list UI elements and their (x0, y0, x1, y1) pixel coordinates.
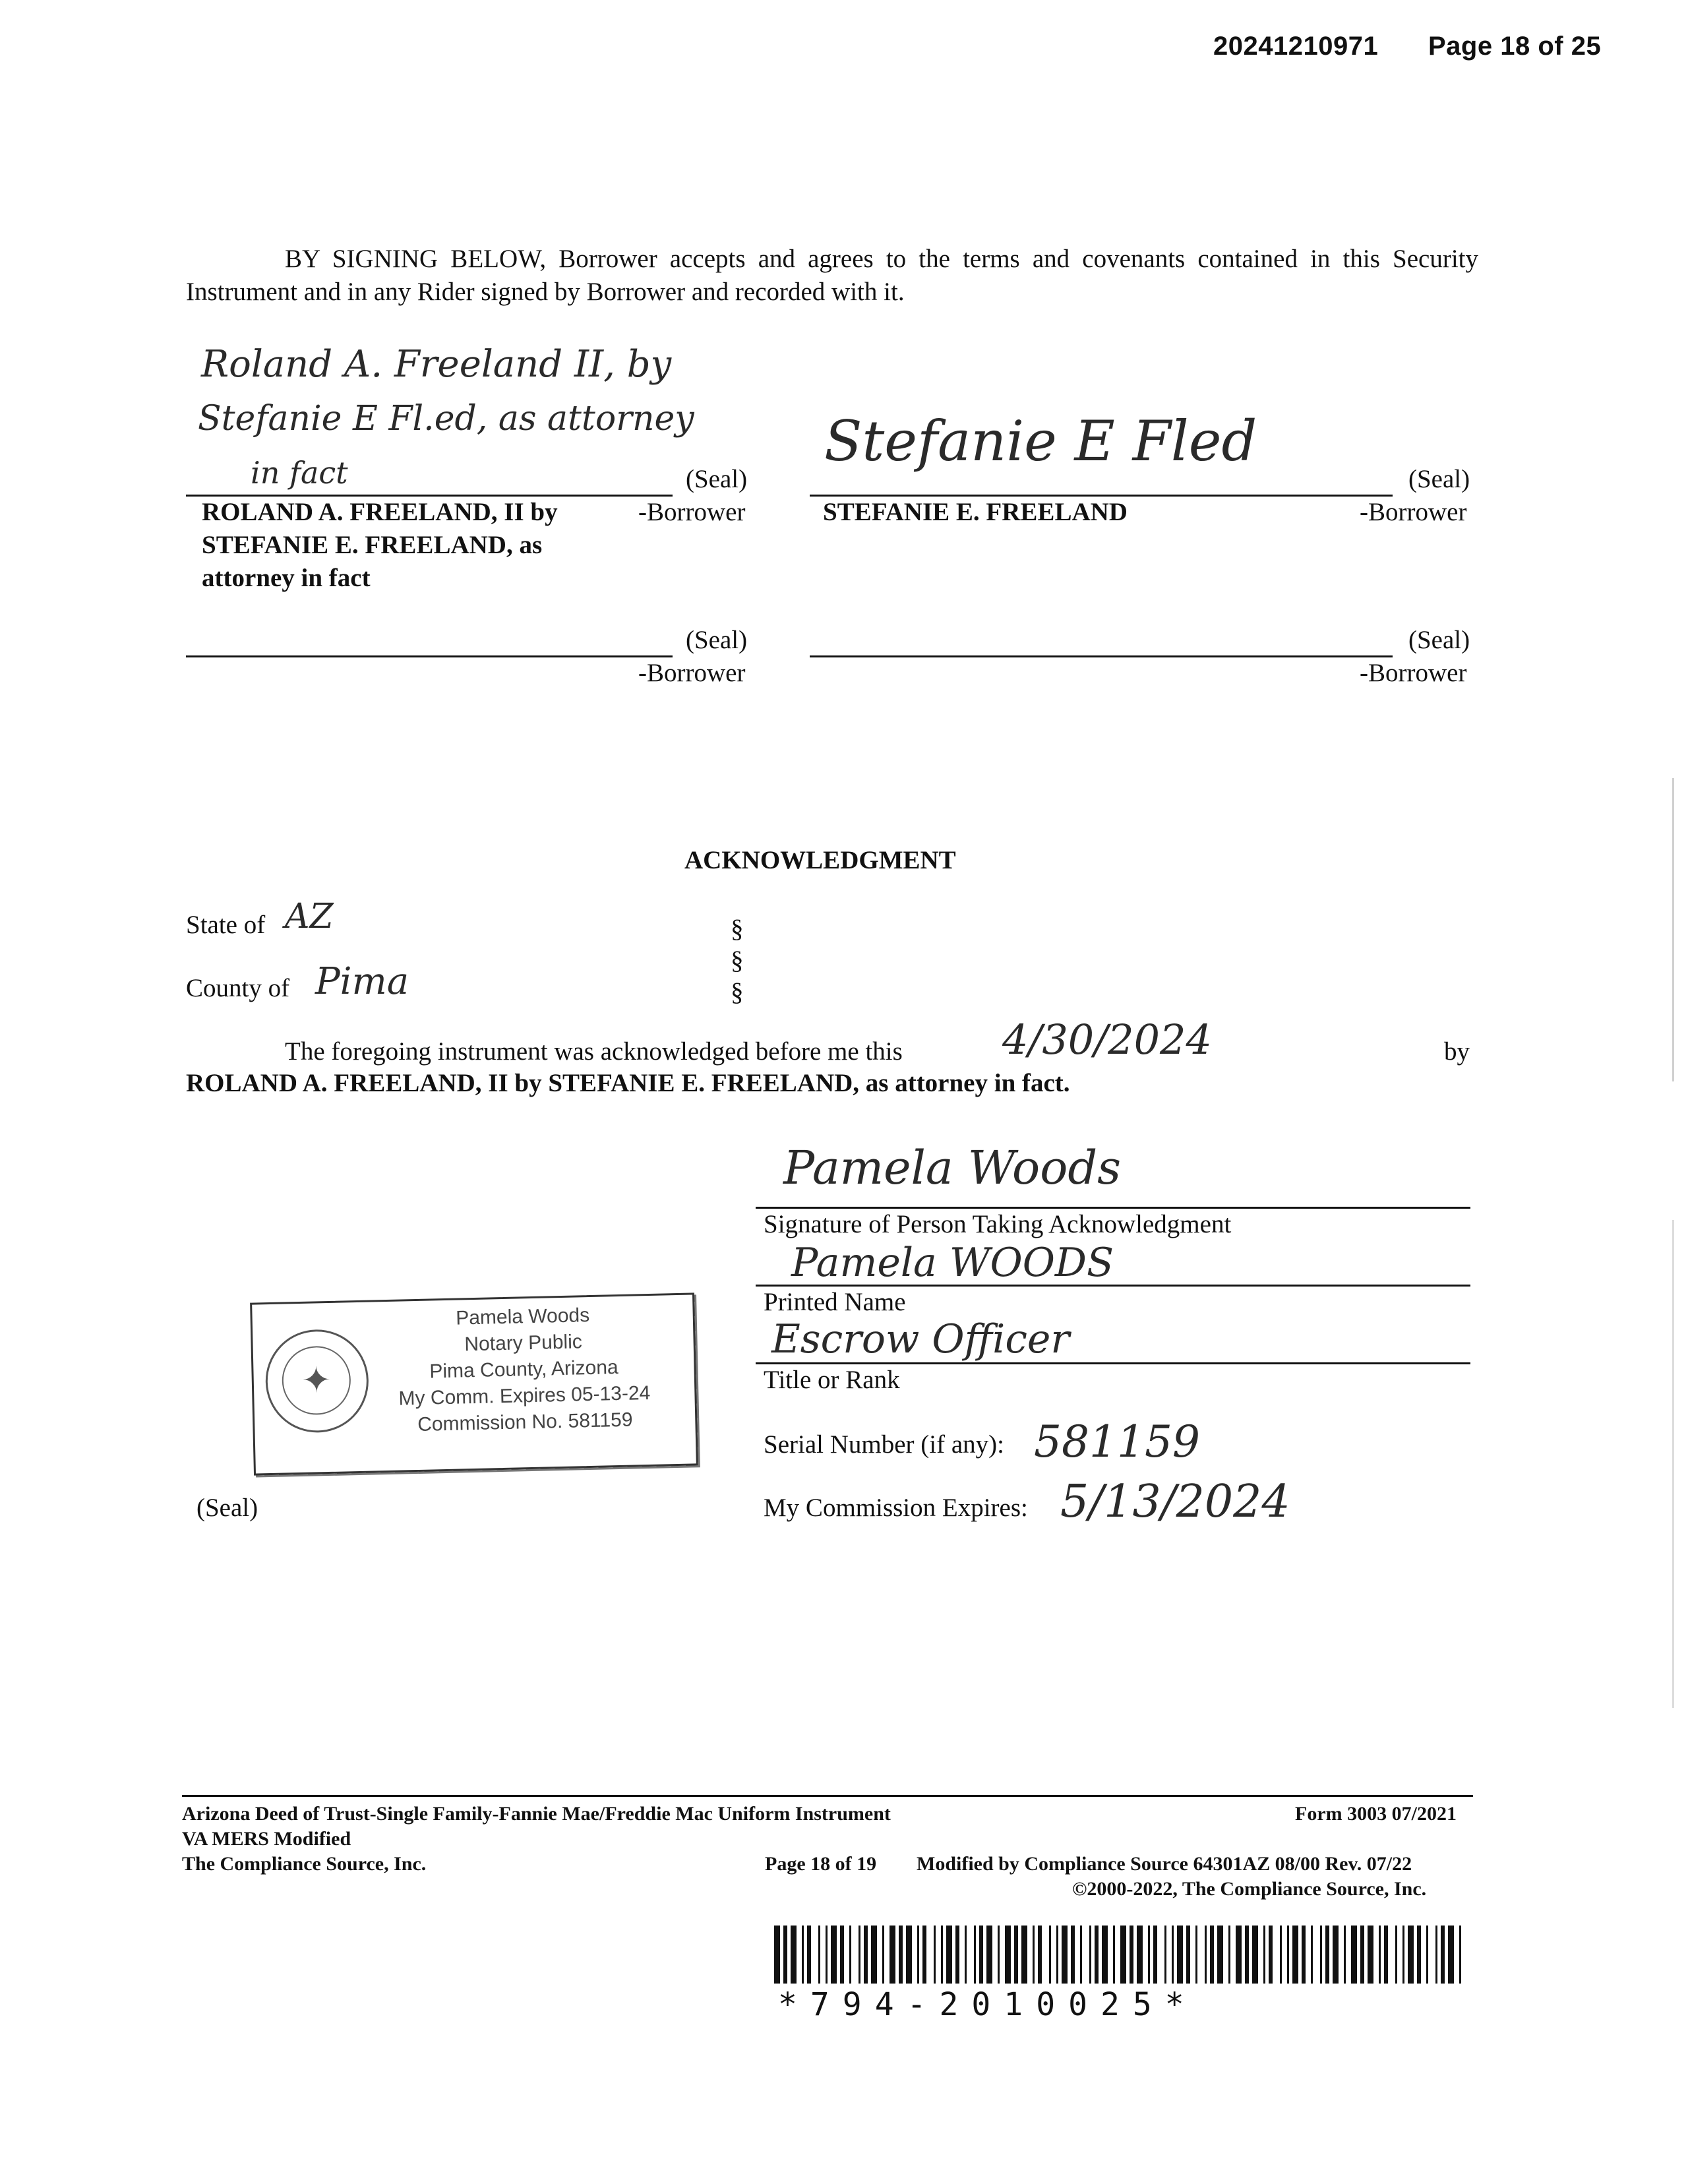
notary-title: Escrow Officer (771, 1316, 1070, 1362)
stamp-line-3: Pima County, Arizona (429, 1356, 618, 1383)
county-value: Pima (315, 960, 409, 1003)
signer-1-name-line1: ROLAND A. FREELAND, II by (202, 498, 558, 526)
serial-value: 581159 (1034, 1416, 1200, 1467)
handwritten-signature-2: Stefanie E Fled (824, 409, 1257, 473)
stamp-line-5: Commission No. 581159 (417, 1409, 633, 1436)
footer-rule (182, 1795, 1473, 1797)
notary-printed-name: Pamela WOODS (791, 1240, 1114, 1286)
scan-artifact (1672, 778, 1674, 1081)
borrower-label-1: -Borrower (638, 498, 746, 526)
section-mark-2: § (731, 946, 744, 975)
borrower-label-2: -Borrower (1360, 498, 1467, 526)
seal-label-1: (Seal) (686, 465, 748, 493)
seal-label-2: (Seal) (1408, 465, 1470, 493)
section-mark-1: § (731, 915, 744, 943)
stamp-line-1: Pamela Woods (455, 1304, 590, 1329)
footer-modified: Modified by Compliance Source 64301AZ 08/00 Rev. 07/22 (917, 1853, 1412, 1875)
stamp-line-2: Notary Public (464, 1331, 583, 1356)
signer-1-name-line3: attorney in fact (202, 564, 371, 592)
expires-label: My Commission Expires: (764, 1494, 1028, 1522)
section-mark-3: § (731, 978, 744, 1006)
signature-line-3 (186, 655, 673, 657)
borrower-label-4: -Borrower (1360, 659, 1467, 687)
acknowledgment-title: ACKNOWLEDGMENT (684, 846, 956, 874)
title-label: Title or Rank (764, 1366, 900, 1394)
acknowledgment-sentence: The foregoing instrument was acknowledged before me this (285, 1037, 903, 1066)
scan-artifact (1672, 1220, 1674, 1708)
notary-signature-label: Signature of Person Taking Acknowledgment (764, 1210, 1232, 1238)
barcode-text: *794-2010025* (778, 1986, 1197, 2023)
acknowledgment-by: by (1444, 1037, 1470, 1066)
notary-signature: Pamela Woods (783, 1141, 1122, 1195)
barcode-icon (771, 1926, 1470, 1984)
borrower-label-3: -Borrower (638, 659, 746, 687)
signer-2-name: STEFANIE E. FREELAND (823, 498, 1128, 526)
footer-title: Arizona Deed of Trust-Single Family-Fannie Mae/Freddie Mac Uniform Instrument (182, 1803, 891, 1825)
signer-1-name-line2: STEFANIE E. FREELAND, as (202, 531, 543, 559)
state-label: State of (186, 911, 266, 939)
handwritten-signature-1-line1: Roland A. Freeland II, by (201, 343, 672, 386)
acknowledgment-party: ROLAND A. FREELAND, II by STEFANIE E. FREELAND, as attorney in fact. (186, 1069, 1070, 1097)
printed-name-label: Printed Name (764, 1288, 906, 1316)
footer-company: The Compliance Source, Inc. (182, 1853, 427, 1875)
seal-label-3: (Seal) (686, 626, 748, 654)
document-number: 20241210971 (1213, 32, 1379, 61)
expires-value: 5/13/2024 (1060, 1476, 1290, 1528)
acknowledgment-date: 4/30/2024 (1002, 1016, 1212, 1064)
footer-page: Page 18 of 19 (765, 1853, 877, 1875)
footer-subtitle: VA MERS Modified (182, 1828, 351, 1850)
handwritten-signature-1-line2: Stefanie E Fl.ed, as attorney (198, 399, 694, 439)
seal-label-4: (Seal) (1408, 626, 1470, 654)
footer-copyright: ©2000-2022, The Compliance Source, Inc. (1072, 1878, 1427, 1900)
page-label: Page 18 of 25 (1428, 32, 1602, 61)
state-value: AZ (285, 897, 334, 936)
intro-paragraph: BY SIGNING BELOW, Borrower accepts and agrees to the terms and covenants contained in this Security Instrument and in any Rider signed by Borrower and recorded with it. (186, 245, 1478, 306)
signature-line-4 (810, 655, 1393, 657)
state-seal-icon: ✦ (264, 1329, 369, 1434)
stamp-line-4: My Comm. Expires 05-13-24 (398, 1381, 651, 1410)
notary-seal-label: (Seal) (196, 1494, 258, 1522)
serial-label: Serial Number (if any): (764, 1430, 1004, 1459)
notary-stamp (250, 1292, 698, 1475)
handwritten-signature-1-line3: in fact (251, 455, 348, 491)
county-label: County of (186, 974, 290, 1002)
footer-form: Form 3003 07/2021 (1295, 1803, 1457, 1825)
